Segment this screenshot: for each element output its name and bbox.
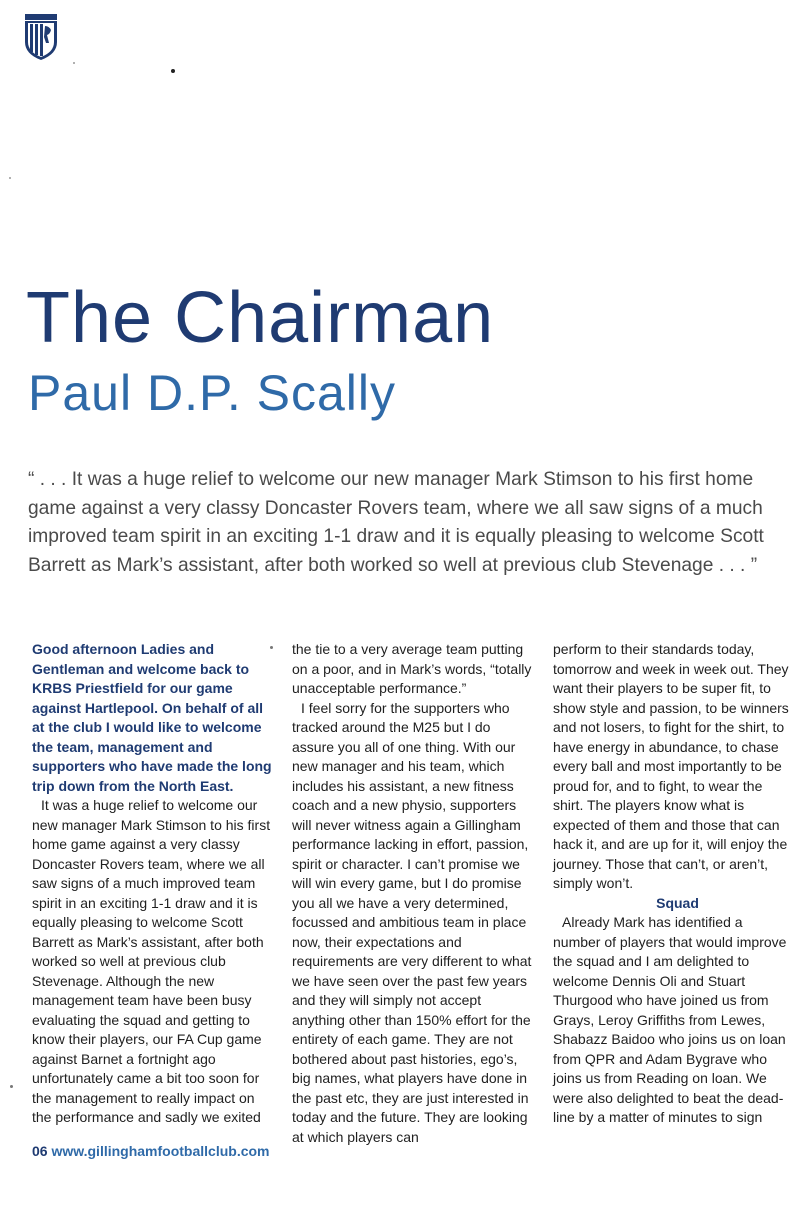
article-subtitle: Paul D.P. Scally — [28, 365, 397, 421]
print-speck — [9, 177, 11, 179]
gillingham-fc-crest-icon — [24, 14, 58, 60]
pull-quote: “ . . . It was a huge relief to welcome our new manager Mark Stimson to his first home game against a very classy Doncaster Rovers team, where we all saw signs of a much improved team spirit in an exciting 1-1 draw and it is equally pleasing to welcome Scott Barrett as Mark’s assistant, after both worked so well at previous club Stevenage . . . ” — [28, 469, 764, 576]
article-column-3 — [553, 640, 793, 1128]
footer-url-link[interactable]: www.gillinghamfootballclub.com — [51, 1143, 270, 1159]
print-speck — [270, 646, 273, 649]
article-intro: Good afternoon Ladies and Gentleman and welcome back to KRBS Priestfield for our game against Hartlepool. On behalf of all at the club I would like to welcome the team, management and supporters who have made the long trip down from the North East. — [32, 641, 272, 794]
article-column-2 — [292, 640, 532, 1147]
article-paragraph: the tie to a very average team putting on a poor, and in Mark’s words, “totally unacceptable performance.” — [292, 641, 532, 696]
article-title: The Chairman — [26, 278, 495, 358]
section-heading-squad: Squad — [656, 894, 699, 911]
article-paragraph: perform to their standards today, tomorrow and week in week out. They want their players to be super fit, to show style and passion, to be winners and not losers, to fight for the shirt, to have energy in abundance, to chase every ball and most importantly to be proud for, and to fight, to wear the shirt. The players know what is expected of them and those that can hack it, and are up for it, will enjoy the journey. Those that can’t, or aren’t, simply won’t. — [553, 641, 789, 891]
print-speck — [171, 69, 175, 73]
page-footer — [32, 1143, 270, 1159]
print-speck — [10, 1085, 13, 1088]
article-column-1 — [32, 640, 272, 1128]
article-paragraph: I feel sorry for the supporters who tracked around the M25 but I do assure you all of one thing. With our new manager and his team, which includes his assistant, a new fitness coach and a new physio, supporters will never witness again a Gillingham performance lacking in effort, passion, spirit or character. I can’t promise we will win every game, but I do promise you all we have a very determined, focussed and ambitious team in place now, their expectations and requirements are very different to what we have seen over the past few years and they will simply not accept anything other than 150% effort for the entirety of each game. They are not bothered about past histories, ego’s, big names, what players have done in the past etc, they are just interested in today and the future. They are looking at which players can — [292, 699, 532, 1145]
print-speck — [73, 62, 75, 64]
article-paragraph: Already Mark has identified a number of players that would improve the squad and I am delighted to welcome Dennis Oli and Stuart Thurgood who have joined us from Grays, Leroy Griffiths from Lewes, Shabazz Baidoo who joins us on loan from QPR and Adam Bygrave who joins us from Reading on loan. We were also delighted to beat the dead-line by a matter of minutes to sign — [553, 914, 787, 1125]
article-paragraph: It was a huge relief to welcome our new manager Mark Stimson to his first home game against a very classy Doncaster Rovers team, where we all saw signs of a much improved team spirit in an exciting 1-1 draw and it is equally pleasing to welcome Scott Barrett as Mark’s assistant, after both worked so well at previous club Stevenage. Although the new management team have been busy evaluating the squad and getting to know their players, our FA Cup game against Barnet a fortnight ago unfortunately came a bit too soon for the management to really impact on the performance and sadly we exited — [32, 797, 271, 1125]
page-number: 06 — [32, 1143, 48, 1159]
